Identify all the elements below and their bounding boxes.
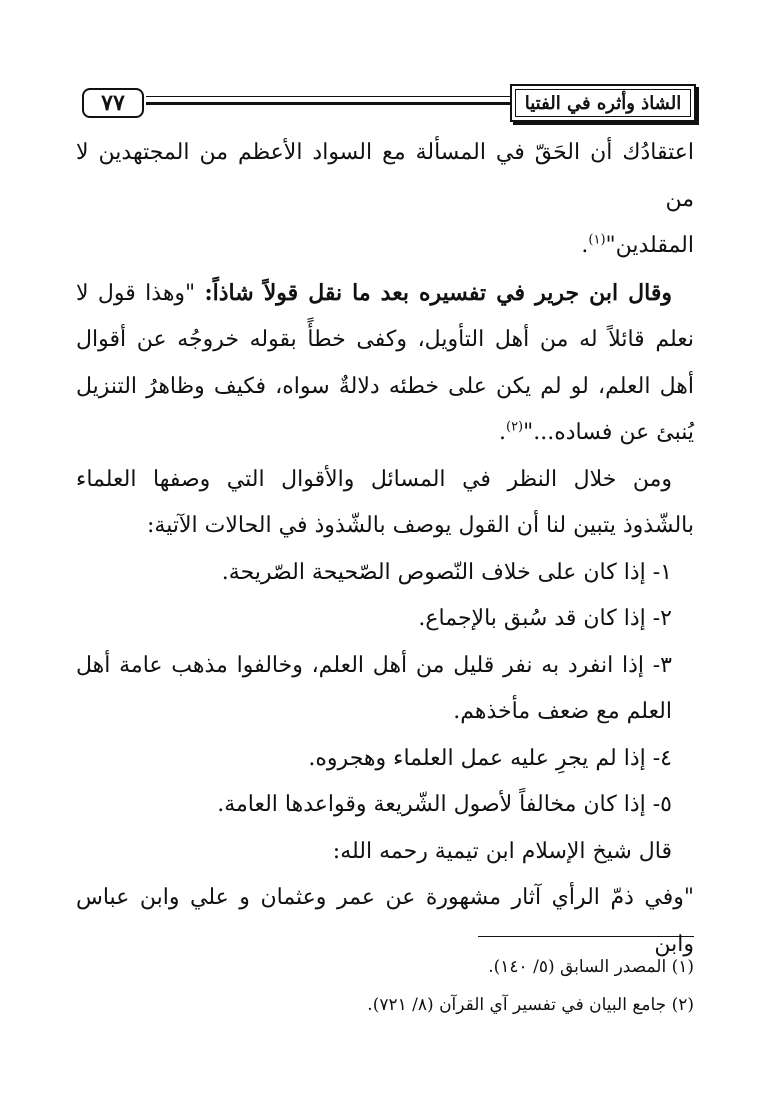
page-number: ٧٧ xyxy=(82,88,144,118)
footnote-ref-1: (١) xyxy=(588,232,606,248)
paragraph-1-line-1: اعتقادُك أن الحَقّ في المسألة مع السواد الأعظم من المجتهدين لا من xyxy=(76,140,694,212)
running-title: الشاذ وأثره في الفتيا xyxy=(524,92,682,114)
list-item-2: ٢- إذا كان قد سُبق بالإجماع. xyxy=(418,606,672,631)
footnote-2: (٢) جامع البيان في تفسير آي القرآن (٨/ ٧٢١). xyxy=(367,995,694,1015)
paragraph-1-end: . xyxy=(581,233,589,258)
paragraph-3: ومن خلال النظر في المسائل والأقوال التي وصفها العلماء بالشّذوذ يتبين لنا أن القول يوصف بالشّذوذ في الحالات الآتية: xyxy=(76,466,694,538)
list-item-5: ٥- إذا كان مخالفاً لأصول الشّريعة وقواعدها العامة. xyxy=(217,792,672,817)
footnote-separator xyxy=(478,936,694,937)
body-text xyxy=(76,130,694,968)
list-item-3: ٣- إذا انفرد به نفر قليل من أهل العلم، وخالفوا مذهب عامة أهل العلم مع ضعف مأخذهم. xyxy=(76,652,672,724)
footnote-ref-2: (٢) xyxy=(505,419,524,435)
list-item-4: ٤- إذا لم يجرِ عليه عمل العلماء وهجروه. xyxy=(308,745,672,771)
header-rule xyxy=(146,96,510,105)
paragraph-2-quote: "وهذا قول لا نعلم قائلاً له من أهل التأويل، وكفى خطأً بقوله خروجُه عن أقوال أهل العلم، لو لم يكن على خطئه دلالةٌ سواه، فكيف وظاهرُ التنزيل يُنبئ عن فساده..." xyxy=(76,280,694,445)
paragraph-5: "وفي ذمّ الرأي آثار مشهورة عن عمر وعثمان و علي وابن عباس وابن xyxy=(76,885,694,957)
running-title-box xyxy=(510,84,696,122)
paragraph-2 xyxy=(76,270,694,457)
page-header xyxy=(0,0,766,125)
paragraph-2-bold: وقال ابن جرير في تفسيره بعد ما نقل قولاً شاذاً: xyxy=(204,279,672,306)
list-item-1: ١- إذا كان على خلاف النّصوص الصّحيحة الصّريحة. xyxy=(221,559,672,585)
paragraph-1-line-2: المقلدين" xyxy=(605,233,694,258)
paragraph-4: قال شيخ الإسلام ابن تيمية رحمه الله: xyxy=(332,838,672,864)
footnotes xyxy=(300,948,694,1024)
paragraph-1 xyxy=(76,130,694,270)
footnote-1: (١) المصدر السابق (٥/ ١٤٠). xyxy=(488,957,694,977)
paragraph-2-end: . xyxy=(498,420,506,445)
